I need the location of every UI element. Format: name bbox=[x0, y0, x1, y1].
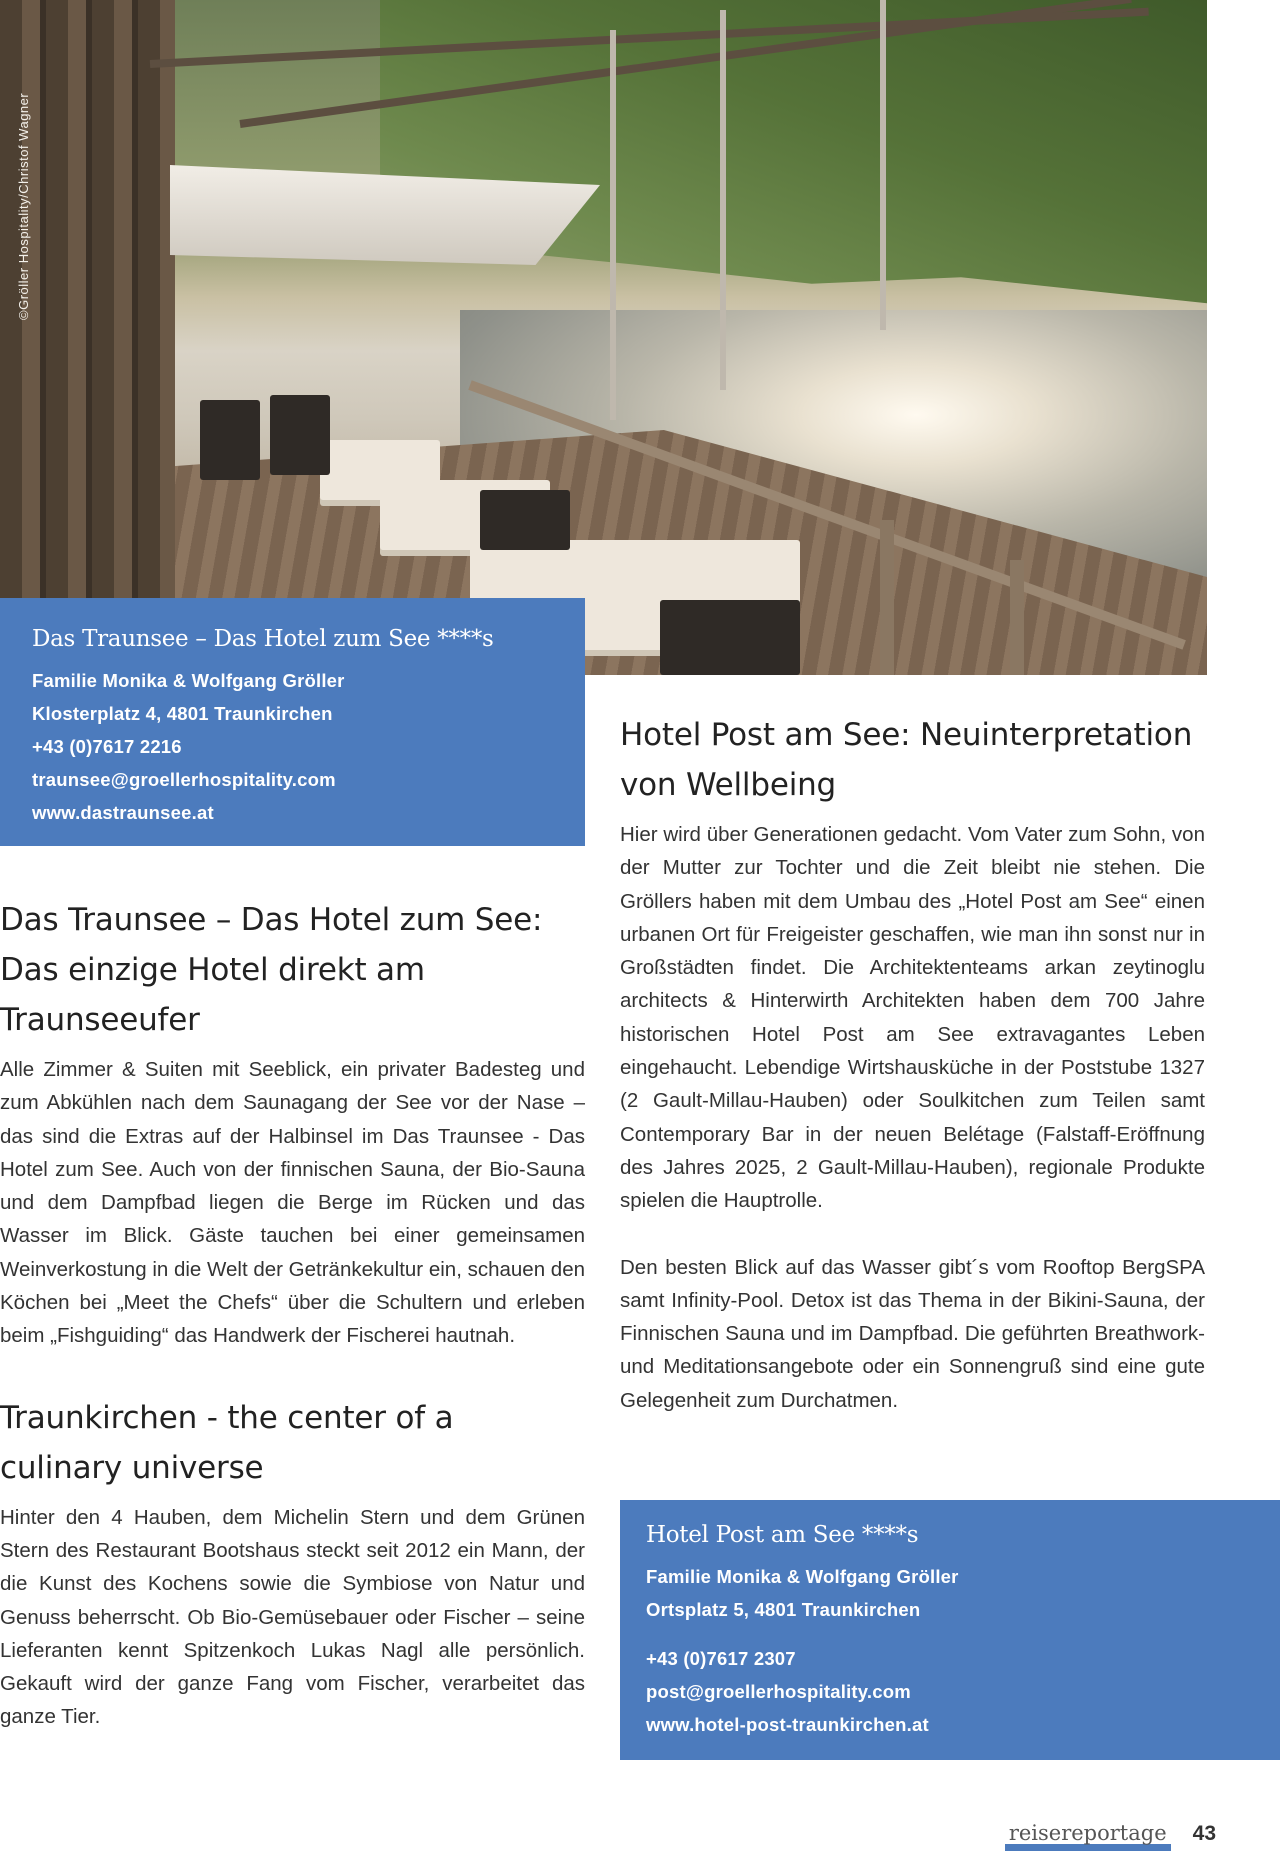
paragraph-hotel-post-2: Den besten Blick auf das Wasser gibt´s vom Rooftop BergSPA samt Infinity-Pool. Detox ist das Thema in der Bikini-Sauna, der Finnischen Sauna und im Dampfbad. Die geführten Breathwork- und Meditationsangebote oder ein Sonnengruß sind eine gute Gelegenheit zum Durchatmen. bbox=[620, 1255, 1205, 1412]
info-box-title: Das Traunsee – Das Hotel zum See ****s bbox=[32, 626, 494, 652]
paragraph-hotel-post-1: Hier wird über Generationen gedacht. Vom Vater zum Sohn, von der Mutter zur Tochter und die Zeit bleibt nie stehen. Die Gröllers haben mit dem Umbau des „Hotel Post am See“ einen urbanen Ort für Freigeister geschaffen, wie man ihn sonst nur in Großstädten findet. Die Architektenteams arkan zeytinoglu architects & Hinterwirth Architekten haben dem 700 Jahre historischen Hotel Post am See extravagantes Leben eingehaucht. Lebendige Wirtshausküche in der Poststube 1327 (2 Gault-Millau-Hauben) oder Soulkitchen zum Teilen samt Contemporary Bar in der neuen Belétage (Falstaff-Eröffnung des Jahres 2025, 2 Gault-Millau-Hauben), regionale Produkte spielen die Hauptrolle. bbox=[620, 823, 1205, 1213]
right-column bbox=[620, 710, 1205, 1417]
pergola-pole bbox=[880, 0, 886, 330]
contact-email[interactable]: traunsee@groellerhospitality.com bbox=[32, 768, 336, 790]
info-box-title: Hotel Post am See ****s bbox=[646, 1522, 919, 1548]
info-box-traunsee bbox=[0, 598, 585, 846]
photo-credit: ©Gröller Hospitality/Christof Wagner bbox=[16, 92, 31, 320]
magazine-name: reisereportage bbox=[1005, 1822, 1171, 1851]
heading-traunkirchen: Traunkirchen - the center of a culinary universe bbox=[0, 1399, 454, 1486]
contact-phone[interactable]: +43 (0)7617 2307 bbox=[646, 1647, 796, 1669]
page-number: 43 bbox=[1192, 1822, 1216, 1845]
heading-traunsee: Das Traunsee – Das Hotel zum See: Das einzige Hotel direkt am Traunseeufer bbox=[0, 902, 543, 1038]
chair bbox=[270, 395, 330, 475]
chair bbox=[200, 400, 260, 480]
contact-address: Ortsplatz 5, 4801 Traunkirchen bbox=[646, 1598, 921, 1620]
contact-family: Familie Monika & Wolfgang Gröller bbox=[646, 1565, 959, 1587]
contact-website[interactable]: www.dastraunsee.at bbox=[32, 801, 214, 823]
paragraph-traunkirchen: Hinter den 4 Hauben, dem Michelin Stern und dem Grünen Stern des Restaurant Bootshaus steckt seit 2012 ein Mann, der die Kunst des Kochens sowie die Symbiose von Natur und Genuss beherrscht. Ob Bio-Gemüsebauer oder Fischer – seine Lieferanten kennt Spitzenkoch Lukas Nagl alle persönlich. Gekauft wird der ganze Fang vom Fischer, verarbeitet das ganze Tier. bbox=[0, 1505, 585, 1729]
hero-photo-terrace bbox=[0, 0, 1207, 675]
railing-post bbox=[880, 520, 894, 675]
pergola-pole bbox=[720, 10, 726, 390]
chair bbox=[660, 600, 800, 675]
chair bbox=[480, 490, 570, 550]
railing-post bbox=[1010, 560, 1024, 675]
page-footer bbox=[1005, 1822, 1216, 1851]
contact-family: Familie Monika & Wolfgang Gröller bbox=[32, 669, 345, 691]
left-column bbox=[0, 895, 585, 1734]
heading-hotel-post: Hotel Post am See: Neuinterpretation von Wellbeing bbox=[620, 717, 1193, 803]
info-box-hotel-post bbox=[620, 1500, 1280, 1760]
pergola-pole bbox=[610, 30, 616, 420]
contact-email[interactable]: post@groellerhospitality.com bbox=[646, 1680, 911, 1702]
contact-phone[interactable]: +43 (0)7617 2216 bbox=[32, 735, 182, 757]
contact-address: Klosterplatz 4, 4801 Traunkirchen bbox=[32, 702, 333, 724]
paragraph-traunsee: Alle Zimmer & Suiten mit Seeblick, ein privater Badesteg und zum Abkühlen nach dem Saunagang der See vor der Nase – das sind die Extras auf der Halbinsel im Das Traunsee - Das Hotel zum See. Auch von der finnischen Sauna, der Bio-Sauna und dem Dampfbad liegen die Berge im Rücken und das Wasser im Blick. Gäste tauchen bei einer gemeinsamen Weinverkostung in die Welt der Getränkekultur ein, schauen den Köchen bei „Meet the Chefs“ über die Schultern und erleben beim „Fishguiding“ das Handwerk der Fischerei hautnah. bbox=[0, 1058, 585, 1348]
contact-website[interactable]: www.hotel-post-traunkirchen.at bbox=[646, 1713, 929, 1735]
